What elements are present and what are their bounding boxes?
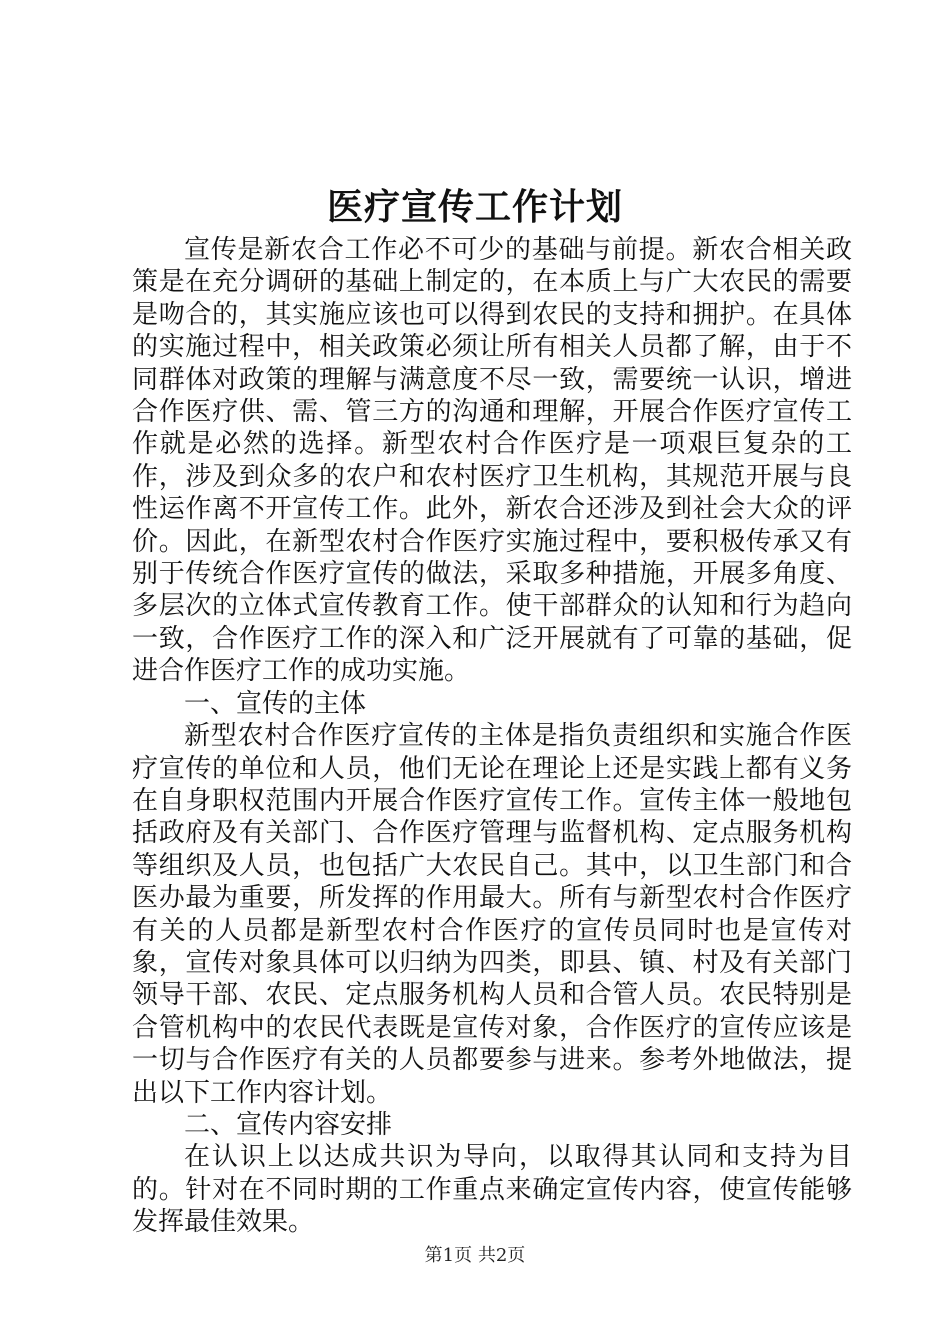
section-heading-subject: 一、宣传的主体 xyxy=(184,688,367,719)
document-body xyxy=(132,234,852,1239)
content-paragraph: 在认识上以达成共识为导向，以取得其认同和支持为目的。针对在不同时期的工作重点来确定宣传内容，使宣传能够发挥最佳效果。 xyxy=(132,1142,852,1238)
page-footer: 第1页 共2页 xyxy=(424,1245,526,1266)
document-title: 医疗宣传工作计划 xyxy=(326,186,623,228)
intro-paragraph: 宣传是新农合工作必不可少的基础与前提。新农合相关政策是在充分调研的基础上制定的，在本质上与广大农民的需要是吻合的，其实施应该也可以得到农民的支持和拥护。在具体的实施过程中，相关政策必须让所有相关人员都了解，由于不同群体对政策的理解与满意度不尽一致，需要统一认识，增进合作医疗供、需、管三方的沟通和理解，开展合作医疗宣传工作就是必然的选择。新型农村合作医疗是一项艰巨复杂的工作，涉及到众多的农户和农村医疗卫生机构，其规范开展与良性运作离不开宣传工作。此外，新农合还涉及到社会大众的评价。因此，在新型农村合作医疗实施过程中，要积极传承又有别于传统合作医疗宣传的做法，采取多种措施，开展多角度、多层次的立体式宣传教育工作。使干部群众的认知和行为趋向一致，合作医疗工作的深入和广泛开展就有了可靠的基础，促进合作医疗工作的成功实施。 xyxy=(132,235,852,687)
subject-paragraph: 新型农村合作医疗宣传的主体是指负责组织和实施合作医疗宣传的单位和人员，他们无论在理论上还是实践上都有义务在自身职权范围内开展合作医疗宣传工作。宣传主体一般地包括政府及有关部门、合作医疗管理与监督机构、定点服务机构等组织及人员，也包括广大农民自己。其中，以卫生部门和合医办最为重要，所发挥的作用最大。所有与新型农村合作医疗有关的人员都是新型农村合作医疗的宣传员同时也是宣传对象，宣传对象具体可以归纳为四类，即县、镇、村及有关部门领导干部、农民、定点服务机构人员和合管人员。农民特别是合管机构中的农民代表既是宣传对象，合作医疗的宣传应该是一切与合作医疗有关的人员都要参与进来。参考外地做法，提出以下工作内容计划。 xyxy=(132,721,852,1108)
section-heading-content: 二、宣传内容安排 xyxy=(184,1109,393,1140)
